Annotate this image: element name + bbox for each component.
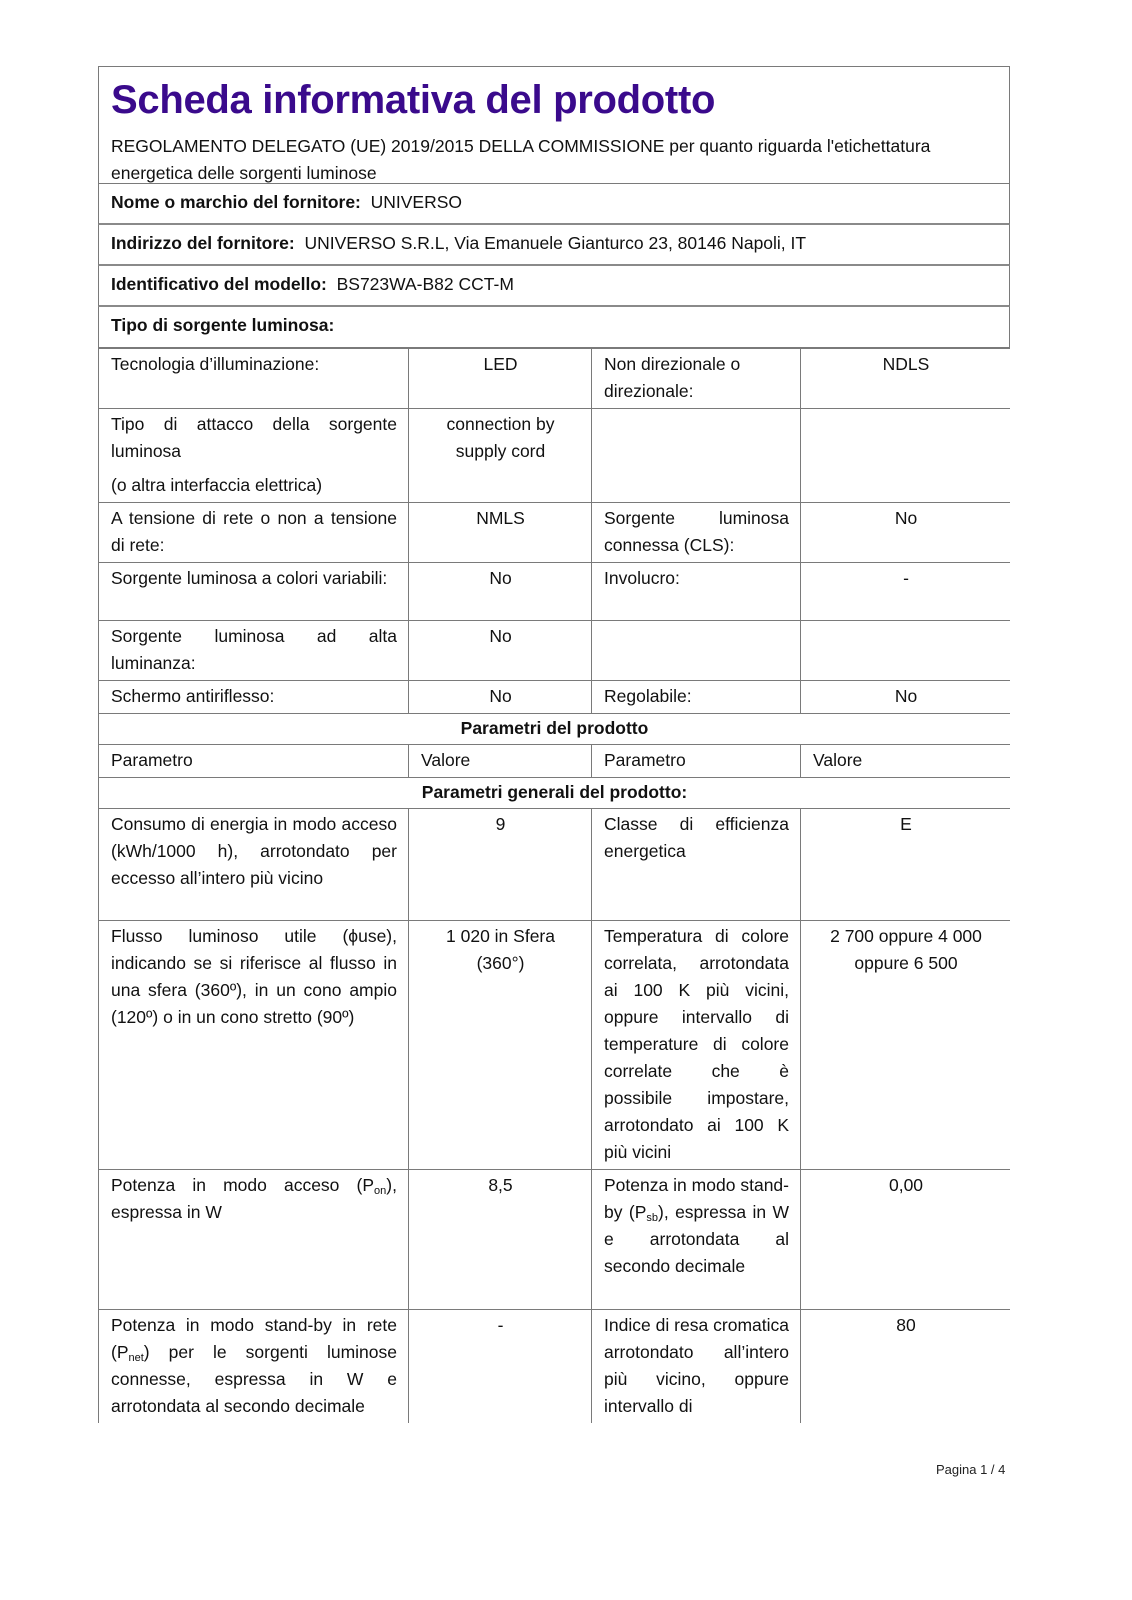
param-value: NMLS bbox=[409, 503, 592, 563]
param-value: 1 020 in Sfera (360°) bbox=[409, 921, 592, 1170]
table-row bbox=[99, 1170, 1011, 1310]
param-value: 9 bbox=[409, 809, 592, 921]
param-label: Classe di efficienza energetica bbox=[592, 809, 801, 921]
param-value: 0,00 bbox=[801, 1170, 1011, 1310]
param-label bbox=[592, 621, 801, 681]
param-value: No bbox=[409, 563, 592, 621]
param-value: connection by supply cord bbox=[409, 409, 592, 503]
param-label bbox=[592, 1170, 801, 1310]
param-label: Regolabile: bbox=[592, 681, 801, 714]
param-value: No bbox=[801, 503, 1011, 563]
param-label: Sorgente luminosa connessa (CLS): bbox=[592, 503, 801, 563]
param-value: No bbox=[409, 681, 592, 714]
param-value: - bbox=[801, 563, 1011, 621]
label-subscript: net bbox=[128, 1352, 144, 1364]
param-value: 8,5 bbox=[409, 1170, 592, 1310]
param-label: Indice di resa cromatica arrotondato all’intero più vicino, oppure intervallo di bbox=[592, 1310, 801, 1424]
table-row bbox=[99, 621, 1011, 681]
param-value: E bbox=[801, 809, 1011, 921]
section-title: Parametri del prodotto bbox=[99, 714, 1011, 745]
table-row bbox=[99, 503, 1011, 563]
header-block bbox=[98, 66, 1010, 184]
page-number: Pagina 1 / 4 bbox=[936, 1462, 1006, 1477]
param-value: 2 700 oppure 4 000 oppure 6 500 bbox=[801, 921, 1011, 1170]
supplier-address-row bbox=[98, 225, 1010, 266]
param-label: Tecnologia d’illuminazione: bbox=[99, 349, 409, 409]
param-label: Temperatura di colore correlata, arrotondata ai 100 K più vicini, oppure intervallo di temperature di colore correlate che è possibile impostare, arrotondato ai 100 K più vicini bbox=[592, 921, 801, 1170]
column-header: Valore bbox=[409, 745, 592, 778]
param-label: A tensione di rete o non a tensione di rete: bbox=[99, 503, 409, 563]
param-label-line: Tipo di attacco della sorgente luminosa bbox=[111, 414, 397, 461]
param-label: Schermo antiriflesso: bbox=[99, 681, 409, 714]
param-label: Consumo di energia in modo acceso (kWh/1000 h), arrotondato per eccesso all’intero più vicino bbox=[99, 809, 409, 921]
supplier-name-label: Nome o marchio del fornitore: bbox=[111, 192, 361, 212]
column-header: Valore bbox=[801, 745, 1011, 778]
param-value bbox=[801, 621, 1011, 681]
param-label-note: (o altra interfaccia elettrica) bbox=[111, 475, 323, 495]
param-label bbox=[99, 1310, 409, 1424]
table-row bbox=[99, 1310, 1011, 1424]
section-header-row bbox=[99, 778, 1011, 809]
label-text: Potenza in modo stand-by (P bbox=[604, 1175, 789, 1222]
source-type-row bbox=[98, 307, 1010, 348]
source-type-label: Tipo di sorgente luminosa: bbox=[111, 315, 335, 335]
table-row bbox=[99, 681, 1011, 714]
label-text: ), espressa in W e arrotondata al secondo decimale bbox=[604, 1202, 789, 1276]
regulation-subtitle: REGOLAMENTO DELEGATO (UE) 2019/2015 DELLA COMMISSIONE per quanto riguarda l'etichettatura energetica delle sorgenti luminose bbox=[111, 136, 931, 183]
table-row bbox=[99, 921, 1011, 1170]
param-value: 80 bbox=[801, 1310, 1011, 1424]
column-header: Parametro bbox=[592, 745, 801, 778]
label-subscript: on bbox=[374, 1185, 387, 1197]
param-label bbox=[592, 409, 801, 503]
param-value: No bbox=[409, 621, 592, 681]
section-header-row bbox=[99, 714, 1011, 745]
table-row bbox=[99, 409, 1011, 503]
param-label bbox=[99, 409, 409, 503]
label-text: Potenza in modo stand-by in rete (P bbox=[111, 1315, 397, 1362]
param-value: LED bbox=[409, 349, 592, 409]
product-information-sheet bbox=[98, 66, 1010, 1423]
supplier-name-value: UNIVERSO bbox=[370, 192, 463, 212]
column-header-row bbox=[99, 745, 1011, 778]
supplier-name-row bbox=[98, 184, 1010, 225]
supplier-address-value: UNIVERSO S.R.L, Via Emanuele Gianturco 23, 80146 Napoli, IT bbox=[304, 233, 807, 253]
model-identifier-value: BS723WA-B82 CCT-M bbox=[336, 274, 514, 294]
table-row bbox=[99, 563, 1011, 621]
param-value: NDLS bbox=[801, 349, 1011, 409]
param-label: Sorgente luminosa ad alta luminanza: bbox=[99, 621, 409, 681]
label-text: ), espressa in W bbox=[111, 1175, 397, 1222]
supplier-address-label: Indirizzo del fornitore: bbox=[111, 233, 295, 253]
model-identifier-row bbox=[98, 266, 1010, 307]
param-value: No bbox=[801, 681, 1011, 714]
param-label bbox=[99, 1170, 409, 1310]
general-parameters-title: Parametri generali del prodotto: bbox=[99, 778, 1011, 809]
page-title: Scheda informativa del prodotto bbox=[111, 78, 716, 122]
param-value: - bbox=[409, 1310, 592, 1424]
column-header: Parametro bbox=[99, 745, 409, 778]
label-text: Potenza in modo acceso (P bbox=[111, 1175, 375, 1195]
label-subscript: sb bbox=[646, 1212, 658, 1224]
model-identifier-label: Identificativo del modello: bbox=[111, 274, 327, 294]
table-row bbox=[99, 809, 1011, 921]
param-value bbox=[801, 409, 1011, 503]
label-text: ) per le sorgenti luminose connesse, espressa in W e arrotondata al secondo decimale bbox=[111, 1342, 397, 1416]
param-label: Involucro: bbox=[592, 563, 801, 621]
param-label: Sorgente luminosa a colori variabili: bbox=[99, 563, 409, 621]
table-row bbox=[99, 349, 1011, 409]
param-label: Flusso luminoso utile (ϕuse), indicando se si riferisce al flusso in una sfera (360º), in un cono ampio (120º) o in un cono stretto (90º) bbox=[99, 921, 409, 1170]
parameters-table bbox=[98, 348, 1010, 1423]
param-label: Non direzionale o direzionale: bbox=[592, 349, 801, 409]
